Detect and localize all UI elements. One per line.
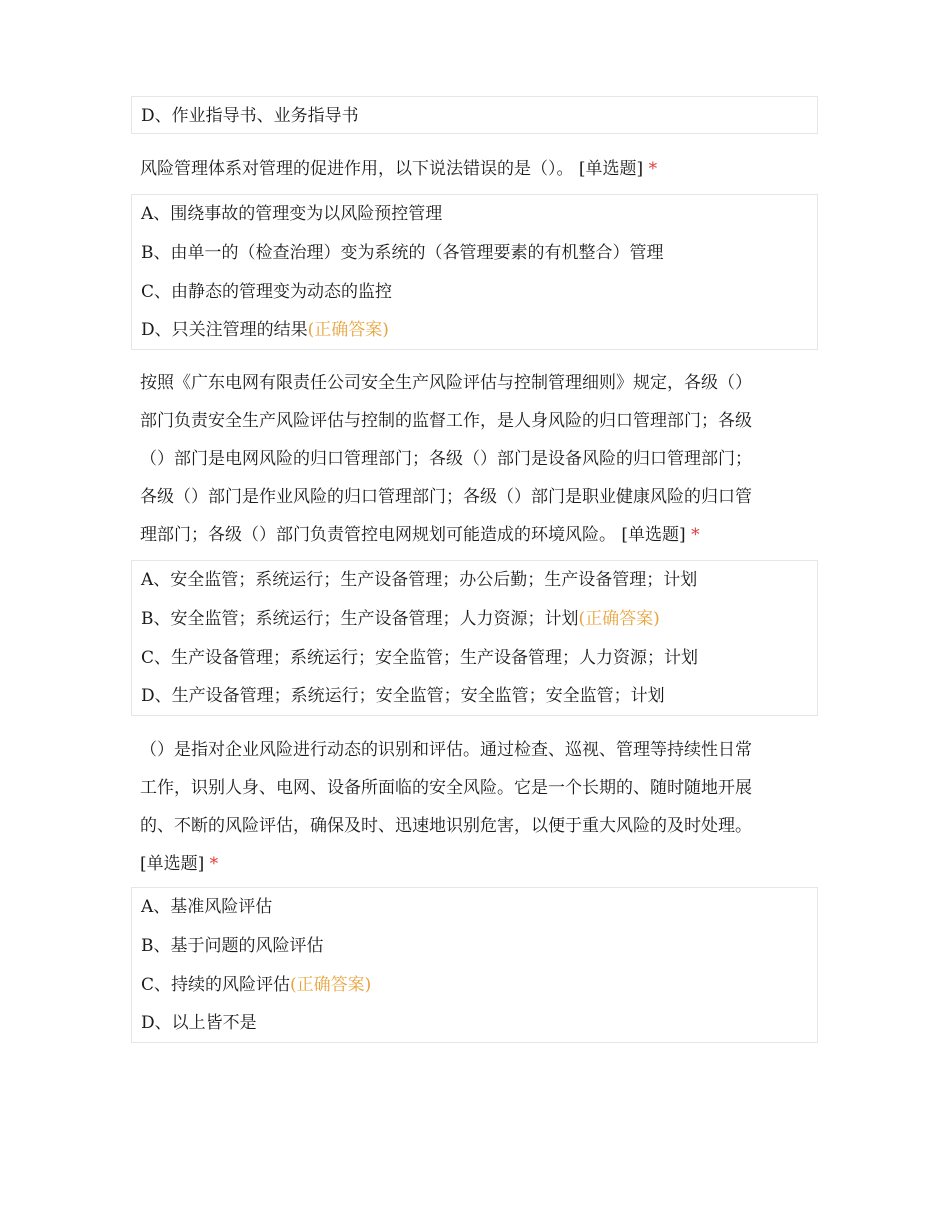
options-box [131, 96, 818, 134]
question-line: 工作，识别人身、电网、设备所面临的安全风险。它是一个长期的、随时随地开展 [140, 778, 752, 798]
required-mark: * [648, 159, 658, 179]
question-line-text: [单选题] [140, 854, 205, 874]
correct-answer-tag: (正确答案) [307, 320, 389, 340]
option-text: A、围绕事故的管理变为以风险预控管理 [141, 204, 443, 224]
option-d[interactable] [141, 104, 359, 128]
option-b[interactable] [141, 607, 660, 631]
question-line [140, 845, 816, 883]
question-text [140, 150, 816, 188]
option-text: B、安全监管；系统运行；生产设备管理；人力资源；计划 [141, 609, 579, 629]
option-b[interactable] [141, 934, 324, 958]
question-line [140, 150, 816, 188]
required-mark: * [209, 854, 219, 874]
option-text: C、由静态的管理变为动态的监控 [141, 282, 393, 302]
option-a[interactable] [141, 202, 442, 226]
question-line-text: 风险管理体系对管理的促进作用，以下说法错误的是（）。 [单选题] [140, 159, 644, 179]
option-text: C、生产设备管理；系统运行；安全监管；生产设备管理；人力资源；计划 [141, 648, 699, 668]
options-box [131, 887, 818, 1043]
option-d[interactable] [141, 1011, 257, 1035]
question-line [140, 516, 816, 554]
option-c[interactable] [141, 646, 698, 670]
question-line: 按照《广东电网有限责任公司安全生产风险评估与控制管理细则》规定，各级（） [140, 373, 752, 393]
question-line: （）是指对企业风险进行动态的识别和评估。通过检查、巡视、管理等持续性日常 [140, 740, 752, 760]
question-line: （）部门是电网风险的归口管理部门；各级（）部门是设备风险的归口管理部门； [140, 449, 752, 469]
question-line: 的、不断的风险评估，确保及时、迅速地识别危害，以便于重大风险的及时处理。 [140, 816, 752, 836]
option-text: B、由单一的（检查治理）变为系统的（各管理要素的有机整合）管理 [141, 243, 664, 263]
option-text: D、只关注管理的结果 [141, 320, 308, 340]
required-mark: * [691, 525, 700, 545]
option-a[interactable] [141, 568, 697, 592]
correct-answer-tag: (正确答案) [290, 975, 372, 995]
option-text: B、基于问题的风险评估 [141, 936, 324, 956]
option-text: D、作业指导书、业务指导书 [141, 106, 359, 126]
options-box [131, 194, 818, 350]
correct-answer-tag: (正确答案) [578, 609, 660, 629]
option-c[interactable] [141, 280, 392, 304]
options-box [131, 560, 818, 716]
option-a[interactable] [141, 895, 272, 919]
option-c[interactable] [141, 973, 371, 997]
option-b[interactable] [141, 241, 664, 265]
question-line: 各级（）部门是作业风险的归口管理部门；各级（）部门是职业健康风险的归口管 [140, 487, 752, 507]
option-d[interactable] [141, 318, 389, 342]
option-text: A、安全监管；系统运行；生产设备管理；办公后勤；生产设备管理；计划 [141, 570, 698, 590]
question-text [140, 731, 816, 883]
option-text: D、生产设备管理；系统运行；安全监管；安全监管；安全监管；计划 [141, 686, 665, 706]
option-text: C、持续的风险评估 [141, 975, 291, 995]
question-line-text: 理部门；各级（）部门负责管控电网规划可能造成的环境风险。 [单选题] [140, 525, 686, 545]
option-d[interactable] [141, 684, 665, 708]
option-text: D、以上皆不是 [141, 1013, 257, 1033]
option-text: A、基准风险评估 [141, 897, 273, 917]
question-line: 部门负责安全生产风险评估与控制的监督工作，是人身风险的归口管理部门；各级 [140, 411, 752, 431]
question-text [140, 364, 816, 554]
